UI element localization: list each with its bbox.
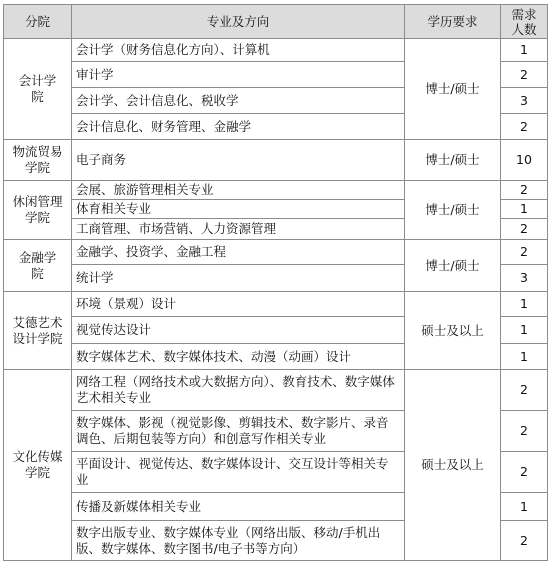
header-degree: 学历要求 [405, 5, 501, 39]
count-cell: 2 [501, 411, 548, 452]
count-cell: 2 [501, 62, 548, 88]
major-cell: 电子商务 [72, 140, 405, 181]
major-cell: 数字媒体艺术、数字媒体技术、动漫（动画）设计 [72, 344, 405, 370]
count-cell: 1 [501, 292, 548, 317]
table-row [4, 140, 548, 181]
count-cell: 2 [501, 521, 548, 561]
count-cell: 2 [501, 452, 548, 493]
college-cell: 艾德艺术设计学院 [4, 292, 72, 370]
major-cell: 金融学、投资学、金融工程 [72, 240, 405, 265]
count-cell: 1 [501, 200, 548, 219]
count-cell: 1 [501, 493, 548, 521]
degree-cell: 博士/硕士 [405, 181, 501, 240]
count-cell: 1 [501, 39, 548, 62]
recruitment-table [3, 4, 548, 561]
degree-cell: 博士/硕士 [405, 140, 501, 181]
table-row [4, 292, 548, 317]
college-cell: 休闲管理学院 [4, 181, 72, 240]
degree-cell: 博士/硕士 [405, 39, 501, 140]
major-cell: 审计学 [72, 62, 405, 88]
count-cell: 2 [501, 181, 548, 200]
table-row [4, 181, 548, 200]
major-cell: 网络工程（网络技术或大数据方向）、教育技术、数字媒体艺术相关专业 [72, 370, 405, 411]
table-row [4, 370, 548, 411]
count-cell: 1 [501, 344, 548, 370]
degree-cell: 博士/硕士 [405, 240, 501, 292]
college-cell: 文化传媒学院 [4, 370, 72, 561]
count-cell: 3 [501, 265, 548, 292]
major-cell: 环境（景观）设计 [72, 292, 405, 317]
count-cell: 10 [501, 140, 548, 181]
college-cell: 会计学院 [4, 39, 72, 140]
count-cell: 2 [501, 240, 548, 265]
major-cell: 工商管理、市场营销、人力资源管理 [72, 219, 405, 240]
major-cell: 会计信息化、财务管理、金融学 [72, 114, 405, 140]
major-cell: 平面设计、视觉传达、数字媒体设计、交互设计等相关专业 [72, 452, 405, 493]
major-cell: 会展、旅游管理相关专业 [72, 181, 405, 200]
major-cell: 数字出版专业、数字媒体专业（网络出版、移动/手机出版、数字媒体、数字图书/电子书等方向） [72, 521, 405, 561]
header-row [4, 5, 548, 39]
major-cell: 传播及新媒体相关专业 [72, 493, 405, 521]
degree-cell: 硕士及以上 [405, 292, 501, 370]
major-cell: 数字媒体、影视（视觉影像、剪辑技术、数字影片、录音调色、后期包装等方向）和创意写作相关专业 [72, 411, 405, 452]
header-college: 分院 [4, 5, 72, 39]
college-cell: 物流贸易学院 [4, 140, 72, 181]
major-cell: 体育相关专业 [72, 200, 405, 219]
major-cell: 会计学（财务信息化方向）、计算机 [72, 39, 405, 62]
count-cell: 3 [501, 88, 548, 114]
header-count: 需求人数 [501, 5, 548, 39]
table-row [4, 39, 548, 62]
count-cell: 2 [501, 370, 548, 411]
count-cell: 2 [501, 114, 548, 140]
major-cell: 统计学 [72, 265, 405, 292]
degree-cell: 硕士及以上 [405, 370, 501, 561]
major-cell: 视觉传达设计 [72, 317, 405, 344]
count-cell: 2 [501, 219, 548, 240]
header-major: 专业及方向 [72, 5, 405, 39]
count-cell: 1 [501, 317, 548, 344]
table-row [4, 240, 548, 265]
major-cell: 会计学、会计信息化、税收学 [72, 88, 405, 114]
college-cell: 金融学院 [4, 240, 72, 292]
